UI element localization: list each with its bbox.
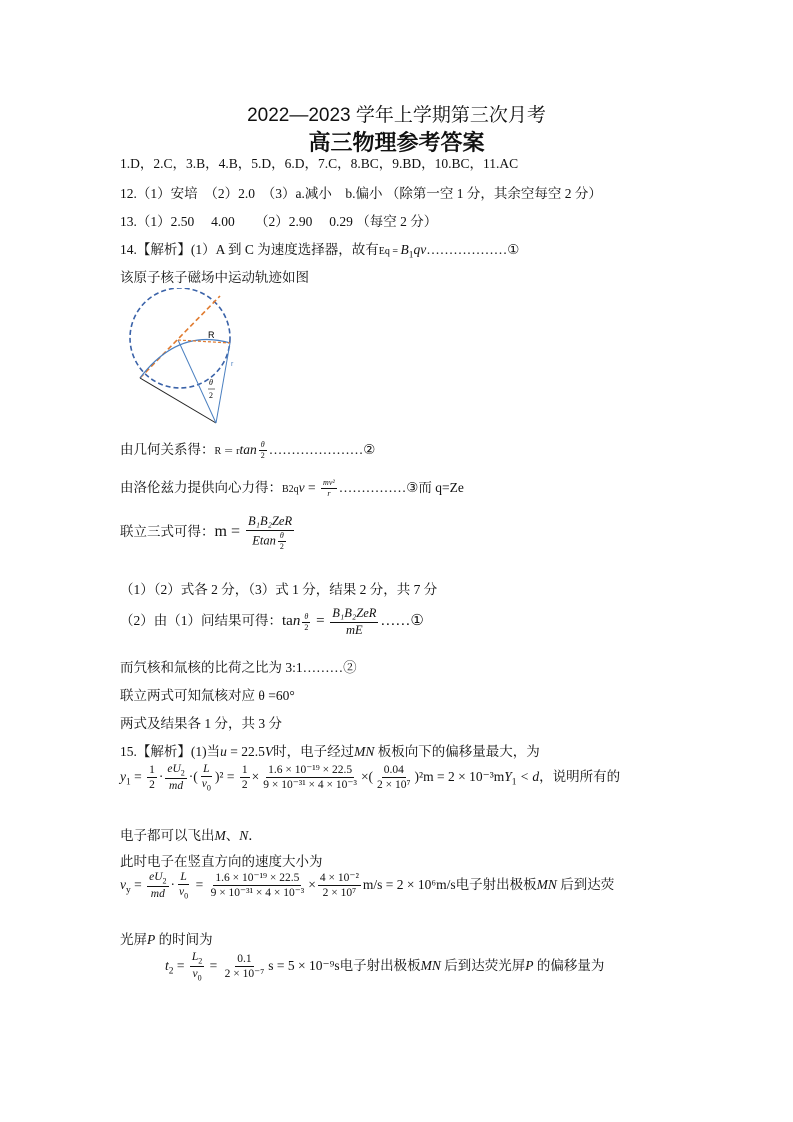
lorentz-tail: ……………③而 q=Ze bbox=[338, 480, 464, 495]
eq1-tail: qv bbox=[413, 242, 427, 257]
t2-num: 0.1 bbox=[235, 952, 253, 967]
vy-den1: 9 × 10⁻³¹ × 4 × 10⁻³ bbox=[210, 887, 305, 900]
t2-tail-a: 电子射出极板 bbox=[339, 957, 421, 973]
t2-tail-MN: MN bbox=[420, 957, 441, 973]
t2-tail-c: 的偏移量为 bbox=[533, 957, 605, 973]
label-R: R bbox=[208, 330, 215, 340]
vy-tail-b: 后到达荧 bbox=[556, 876, 615, 892]
page-subtitle: 高三物理参考答案 bbox=[308, 131, 485, 156]
screen-a: 光屏 bbox=[120, 932, 147, 947]
combine-two: 2 bbox=[279, 541, 284, 551]
combine-num: B₁B₂ZeR bbox=[247, 514, 293, 528]
vy-md: md bbox=[150, 888, 165, 901]
lorentz-den: r bbox=[327, 489, 331, 499]
y1-one: 1 bbox=[147, 763, 157, 778]
q13-answers: 13.（1）2.50 4.00 （2）2.90 0.29 （每空 2 分） bbox=[120, 214, 438, 229]
trajectory-arc bbox=[140, 340, 230, 378]
lorentz-lhs: B2q bbox=[282, 484, 299, 495]
geo-dots: …………………② bbox=[268, 442, 376, 457]
t2-L: L bbox=[191, 951, 199, 963]
y1-label: y bbox=[120, 768, 126, 784]
vy-den2: 2 × 10⁷ bbox=[322, 887, 357, 900]
eq1-dots: ………………① bbox=[426, 242, 520, 257]
fly-end: ． bbox=[248, 828, 262, 843]
q15-u: u bbox=[220, 744, 227, 759]
part2-dots: ……① bbox=[380, 613, 424, 630]
vy-sub: y bbox=[126, 885, 131, 896]
fly-N: N bbox=[239, 828, 249, 843]
vy-L: L bbox=[180, 871, 187, 883]
radius-line bbox=[140, 378, 216, 423]
geo-two: 2 bbox=[260, 451, 265, 461]
lorentz-relation: 由洛伦兹力提供向心力得：B2qv = $\frac{\text{mv²}}{r}$ ……………③而 q=Ze bbox=[120, 478, 464, 499]
fly-text bbox=[120, 824, 262, 844]
t2-tail-P: P bbox=[525, 957, 534, 973]
q15-val: = 22.5 bbox=[226, 744, 265, 759]
q14-intro-text: 14.【解析】(1）A 到 C 为速度选择器，故有 bbox=[120, 242, 379, 257]
vy-num2: 4 × 10⁻² bbox=[318, 871, 361, 886]
screen-time-intro bbox=[120, 928, 213, 948]
vy-eU: eU bbox=[149, 871, 163, 883]
t2-result: s = 5 × 10⁻⁹s bbox=[268, 957, 340, 973]
combine-m: m bbox=[214, 522, 227, 540]
vy-v0: v bbox=[179, 886, 185, 899]
q15-V: V bbox=[264, 744, 274, 759]
t2-label: t bbox=[165, 957, 169, 973]
q14-intro: 14.【解析】(1）A 到 C 为速度选择器，故有$Eq = B_1qv\dots\dots\dots\dots\dots\dots ①$ bbox=[120, 242, 520, 261]
y1-L: L bbox=[203, 763, 210, 775]
orbit-diagram bbox=[128, 288, 240, 428]
score-part1: （1）（2）式各 2 分，（3）式 1 分，结果 2 分，共 7 分 bbox=[120, 582, 438, 597]
vy-result: m/s = 2 × 10⁶m/s bbox=[362, 876, 456, 892]
combine-den: Etan bbox=[252, 533, 276, 547]
t2-sub: 2 bbox=[168, 966, 174, 977]
combine-theta: θ bbox=[279, 530, 284, 540]
label-two: 2 bbox=[209, 391, 213, 400]
screen-b: 的时间为 bbox=[155, 932, 213, 947]
part2-ta: ta bbox=[282, 613, 293, 630]
q15-intro-b: 时，电子经过 bbox=[273, 744, 355, 759]
vy-label: v bbox=[120, 876, 126, 892]
combine-result: 联立三式可得：m = B₁B₂ZeR Etan $\frac{\theta}{2}$ bbox=[120, 514, 293, 551]
lorentz-v: v bbox=[298, 480, 305, 495]
vy-intro: 此时电子在竖直方向的速度大小为 bbox=[120, 854, 323, 869]
part2-prefix: （2）由（1）问结果可得： bbox=[120, 613, 282, 629]
y1-num2: 0.04 bbox=[382, 763, 406, 778]
q15-MN: MN bbox=[354, 744, 375, 759]
q12-answers: 12.（1）安培 （2）2.0 （3）a.减小 b.偏小 （除第一空 1 分，其余空每空 2 分） bbox=[120, 186, 602, 201]
vy-tail-a: 电子射出极板 bbox=[455, 876, 537, 892]
angle-text: 联立两式可知氚核对应 θ =60° bbox=[120, 688, 295, 703]
label-r: r bbox=[231, 361, 234, 368]
label-theta: θ bbox=[209, 378, 213, 387]
part2-n: n bbox=[292, 613, 301, 630]
y1-den1: 9 × 10⁻³¹ × 4 × 10⁻³ bbox=[263, 779, 357, 792]
t2-den: 2 × 10⁻⁷ bbox=[224, 968, 265, 981]
y1-num1: 1.6 × 10⁻¹⁹ × 22.5 bbox=[266, 763, 354, 778]
part2-num: B₁B₂ZeR bbox=[332, 606, 377, 620]
y1-md: md bbox=[169, 780, 184, 793]
y1-v0: v bbox=[201, 778, 207, 791]
orbit-text: 该原子核子磁场中运动轨迹如图 bbox=[120, 270, 309, 285]
part2-den: mE bbox=[346, 622, 363, 637]
vy-num1: 1.6 × 10⁻¹⁹ × 22.5 bbox=[213, 871, 301, 886]
geo-tan: tan bbox=[239, 442, 257, 457]
t2-v0: v bbox=[192, 968, 198, 981]
q15-intro-c: 板板向下的偏移量最大，为 bbox=[374, 744, 540, 759]
fly-sep: 、 bbox=[225, 828, 240, 843]
radius-r-line bbox=[216, 343, 230, 423]
fly-M: M bbox=[214, 828, 226, 843]
y1-equation: $y_1$ = $\frac{1}{2}$ · $\frac{eU_2}{md}$ ·( $\frac{L}{v_0}$ )² = $\frac{1}{2}$ × $\frac{\text{1.6 × 10⁻¹⁹ × 22.5}}{\text{9 × 10⁻³¹ × 4 × 10⁻³}}$ ×( $\frac{0.04}{\text{2 × 10⁷}}$ )$^2m = 2 \times 10^{-3}mY_1 < d$，说明所有的 bbox=[120, 763, 621, 793]
t2-tail-b: 后到达荧光屏 bbox=[440, 957, 526, 973]
q15-intro bbox=[120, 740, 540, 760]
page-title: 2022—2023 学年上学期第三次月考 bbox=[247, 105, 546, 126]
q15-intro-a: 15.【解析】(1)当 bbox=[120, 744, 221, 759]
choice-answers: 1.D，2.C，3.B，4.B，5.D，6.D，7.C，8.BC，9.BD，10.BC，11.AC bbox=[120, 156, 519, 171]
geo-prefix: 由几何关系得： bbox=[120, 442, 215, 457]
vy-equation: $v_y$ = $\frac{eU_2}{md}$ · $\frac{L}{v_0}$ = $\frac{\text{1.6 × 10⁻¹⁹ × 22.5}}{\text{9 × 10⁻³¹ × 4 × 10⁻³}}$ × $\frac{\text{4 × 10⁻²}}{\text{2 × 10⁷}}$ m/s = 2 × 10⁶m/s电子射出极板MN 后到达荧 bbox=[120, 871, 615, 901]
geometry-relation bbox=[120, 438, 375, 461]
lorentz-prefix: 由洛伦兹力提供向心力得： bbox=[120, 480, 282, 495]
part2-theta: θ bbox=[304, 611, 309, 621]
y1-den2: 2 × 10⁷ bbox=[377, 779, 411, 792]
geo-theta: θ bbox=[260, 440, 265, 450]
lorentz-num: mv² bbox=[323, 478, 335, 488]
vy-tail-MN: MN bbox=[536, 876, 557, 892]
y1-two: 2 bbox=[149, 779, 155, 792]
eq1-lhs: Eq = bbox=[378, 246, 401, 257]
screen-P: P bbox=[147, 932, 156, 947]
y1-result: )²m = 2 × 10⁻³m bbox=[414, 768, 505, 784]
score-part2: 两式及结果各 1 分，共 3 分 bbox=[120, 716, 282, 731]
eq1-rhs: B bbox=[400, 242, 409, 257]
y1-cmp: < d bbox=[516, 768, 540, 784]
y1-Y: Y bbox=[504, 768, 512, 784]
combine-prefix: 联立三式可得： bbox=[120, 523, 215, 539]
t2-equation: $t_2$ = $\frac{L_2}{v_0}$ = $\frac{0.1}{\text{2 × 10⁻⁷}}$ s = 5 × 10⁻⁹s电子射出极板MN 后到达荧光屏P 的偏移量为 bbox=[165, 951, 605, 983]
ratio-text: 而氕核和氚核的比荷之比为 3:1………② bbox=[120, 660, 357, 675]
geo-eq: R ＝ r bbox=[214, 446, 240, 457]
part2-two: 2 bbox=[304, 622, 309, 632]
part2-result: （2）由（1）问结果可得：tan $\frac{\theta}{2}$ = $\frac{\text{B₁B₂ZeR}}{mE}$ ……① bbox=[120, 606, 424, 637]
y1-eU: eU bbox=[167, 763, 181, 775]
y1-tail: ，说明所有的 bbox=[539, 768, 621, 784]
fly-prefix: 电子都可以飞出 bbox=[120, 828, 215, 843]
